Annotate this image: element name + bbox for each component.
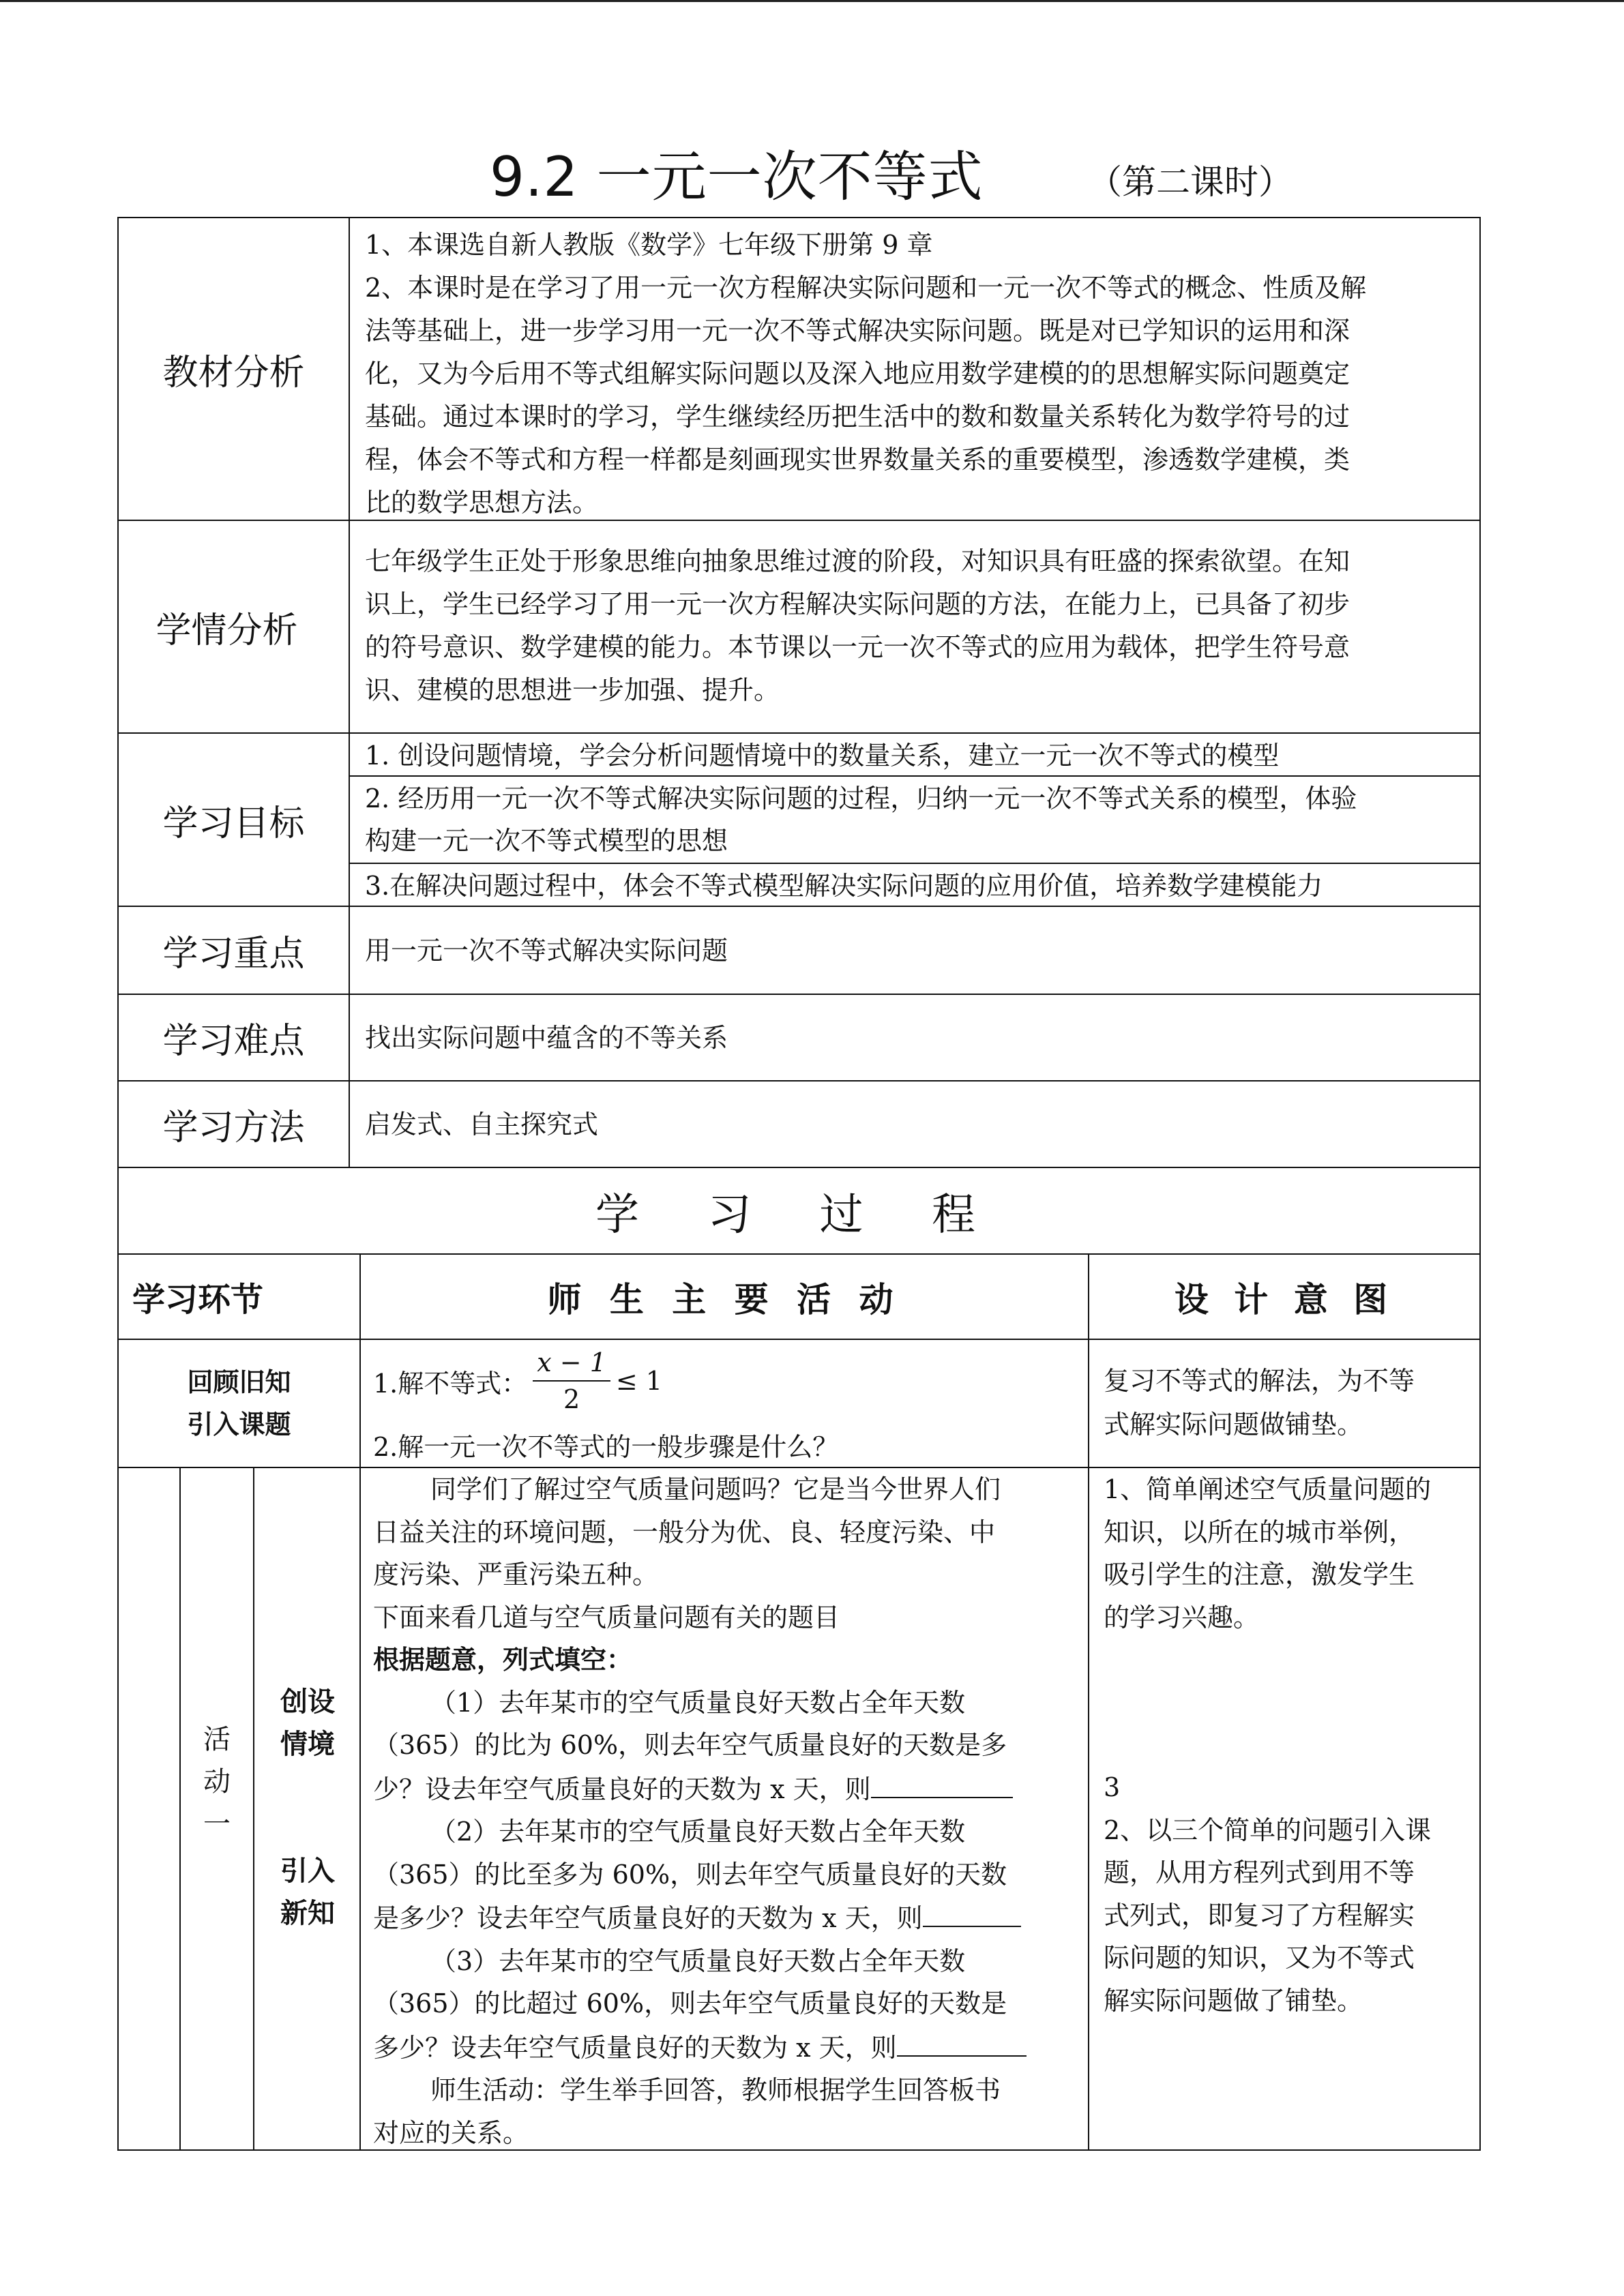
goal-2a: 2. 经历用一元一次不等式解决实际问题的过程，归纳一元一次不等式关系的模型，体验	[365, 784, 1357, 814]
review-label-1: 回顾旧知	[187, 1367, 291, 1397]
activity-line: 同学们了解过空气质量问题吗？它是当今世界人们	[430, 1474, 1001, 1504]
review-intent-1: 复习不等式的解法，为不等	[1104, 1366, 1415, 1396]
activity-line: 对应的关系。	[373, 2117, 529, 2148]
divider	[253, 1467, 254, 2151]
activity-one-label	[188, 1718, 246, 1845]
activity-intent	[1104, 1468, 1475, 2022]
divider	[349, 217, 350, 1167]
text-line: 比的数学思想方法。	[365, 488, 599, 518]
top-rule	[0, 0, 1624, 2]
text-line: 识、建模的思想进一步加强、提升。	[365, 675, 780, 705]
question-2c-text: 是多少？设去年空气质量良好的天数为 x 天，则	[373, 1903, 923, 1933]
col-header-stage: 学习环节	[132, 1281, 264, 1319]
intent-line: 的学习兴趣。	[1104, 1602, 1260, 1632]
activity-line: 师生活动：学生举手回答，教师根据学生回答板书	[430, 2075, 1001, 2105]
label-methods: 学习方法	[162, 1107, 305, 1148]
question-3a: （3）去年某市的空气质量良好天数占全年天数	[430, 1945, 966, 1976]
review-label	[119, 1340, 359, 1467]
review-q1-prefix: 1.解不等式：	[373, 1368, 528, 1399]
vert-line: 创设	[280, 1686, 335, 1718]
question-2a: （2）去年某市的空气质量良好天数占全年天数	[430, 1817, 966, 1847]
vert-line: 引入	[280, 1855, 335, 1887]
answer-blank-1	[871, 1767, 1013, 1798]
label-difficulties: 学习难点	[162, 1021, 305, 1062]
fraction-relation: ≤ 1	[615, 1366, 662, 1396]
title-main: 9.2 一元一次不等式	[490, 145, 984, 209]
question-3b: （365）的比超过 60%，则去年空气质量良好的天数是	[373, 1988, 1007, 2018]
answer-blank-3	[897, 2025, 1027, 2057]
process-heading: 学 习 过 程	[595, 1189, 1003, 1240]
label-textbook-analysis: 教材分析	[162, 352, 305, 393]
col-header-intent: 设 计 意 图	[1174, 1279, 1395, 1320]
answer-blank-2	[923, 1896, 1021, 1927]
vert-char: 一	[203, 1808, 231, 1840]
divider	[1088, 1253, 1089, 2151]
question-2c	[373, 1896, 1082, 1940]
difficulties-text: 找出实际问题中蕴含的不等关系	[365, 1023, 728, 1053]
goal-3: 3.在解决问题过程中，体会不等式模型解决实际问题的应用价值，培养数学建模能力	[365, 871, 1323, 901]
question-1b: （365）的比为 60%，则去年空气质量良好的天数是多	[373, 1730, 1007, 1760]
textbook-analysis-text	[365, 224, 1470, 524]
text-line: 的符号意识、数学建模的能力。本节课以一元一次不等式的应用为载体，把学生符号意	[365, 632, 1350, 662]
methods-text: 启发式、自主探究式	[365, 1109, 599, 1139]
question-1c-text: 少？设去年空气质量良好的天数为 x 天，则	[373, 1774, 871, 1804]
key-points-text: 用一元一次不等式解决实际问题	[365, 936, 728, 966]
page-title	[0, 140, 1624, 215]
intent-line: 题，从用方程列式到用不等	[1104, 1858, 1415, 1888]
vert-line: 新知	[280, 1898, 335, 1929]
question-1a: （1）去年某市的空气质量良好天数占全年天数	[430, 1687, 966, 1718]
fraction	[533, 1345, 610, 1417]
intent-line: 式列式，即复习了方程解实	[1104, 1900, 1415, 1930]
activity-line: 度污染、严重污染五种。	[373, 1560, 659, 1590]
divider	[179, 1467, 181, 2151]
text-line: 1、本课选自新人教版《数学》七年级下册第 9 章	[365, 230, 933, 260]
question-3c	[373, 2025, 1082, 2070]
label-goals: 学习目标	[162, 803, 305, 844]
text-line: 2、本课时是在学习了用一元一次方程解决实际问题和一元一次不等式的概念、性质及解	[365, 273, 1367, 303]
intent-line: 知识，以所在的城市举例，	[1104, 1517, 1415, 1547]
review-intent-2: 式解实际问题做铺垫。	[1104, 1410, 1363, 1440]
activity-stage-label	[258, 1681, 357, 1935]
review-q1	[373, 1345, 662, 1417]
text-line: 法等基础上，进一步学习用一元一次不等式解决实际问题。既是对已学知识的运用和深	[365, 316, 1350, 346]
title-sub: （第二课时）	[1088, 162, 1293, 202]
question-3c-text: 多少？设去年空气质量良好的天数为 x 天，则	[373, 2032, 897, 2063]
review-q2: 2.解一元一次不等式的一般步骤是什么？	[373, 1432, 839, 1462]
question-1c	[373, 1767, 1082, 1811]
intent-line: 际问题的知识，又为不等式	[1104, 1943, 1415, 1973]
goal-1: 1. 创设问题情境，学会分析问题情境中的数量关系，建立一元一次不等式的模型	[365, 741, 1280, 771]
student-analysis-text	[365, 540, 1470, 712]
fraction-numerator: x − 1	[533, 1345, 610, 1382]
fraction-denominator: 2	[563, 1384, 580, 1414]
intent-line: 2、以三个简单的问题引入课	[1104, 1815, 1432, 1845]
text-line: 七年级学生正处于形象思维向抽象思维过渡的阶段，对知识具有旺盛的探索欲望。在知	[365, 546, 1350, 576]
label-student-analysis: 学情分析	[156, 610, 298, 651]
activity-line: 日益关注的环境问题，一般分为优、良、轻度污染、中	[373, 1517, 996, 1547]
intent-line: 解实际问题做了铺垫。	[1104, 1985, 1363, 2016]
vert-char: 动	[203, 1766, 231, 1798]
vert-line: 情境	[280, 1729, 335, 1760]
intent-number: 3	[1104, 1772, 1121, 1802]
text-line: 识上，学生已经学习了用一元一次方程解决实际问题的方法，在能力上，已具备了初步	[365, 589, 1350, 619]
intent-line: 吸引学生的注意，激发学生	[1104, 1560, 1415, 1590]
question-2b: （365）的比至多为 60%，则去年空气质量良好的天数	[373, 1859, 1007, 1890]
intent-line: 1、简单阐述空气质量问题的	[1104, 1474, 1432, 1504]
activity-line: 根据题意，列式填空：	[373, 1644, 633, 1675]
activity-line: 下面来看几道与空气质量问题有关的题目	[373, 1602, 840, 1632]
activity-text	[373, 1468, 1082, 2154]
review-label-2: 引入课题	[187, 1410, 291, 1440]
goal-2b: 构建一元一次不等式模型的思想	[365, 826, 728, 856]
text-line: 基础。通过本课时的学习，学生继续经历把生活中的数和数量关系转化为数学符号的过	[365, 402, 1350, 432]
col-header-activities: 师 生 主 要 活 动	[547, 1279, 902, 1320]
text-line: 程，体会不等式和方程一样都是刻画现实世界数量关系的重要模型，渗透数学建模，类	[365, 445, 1350, 475]
text-line: 化，又为今后用不等式组解实际问题以及深入地应用数学建模的的思想解实际问题奠定	[365, 359, 1350, 389]
vert-char: 活	[203, 1724, 231, 1755]
divider	[359, 1253, 361, 2151]
label-key-points: 学习重点	[162, 934, 305, 974]
